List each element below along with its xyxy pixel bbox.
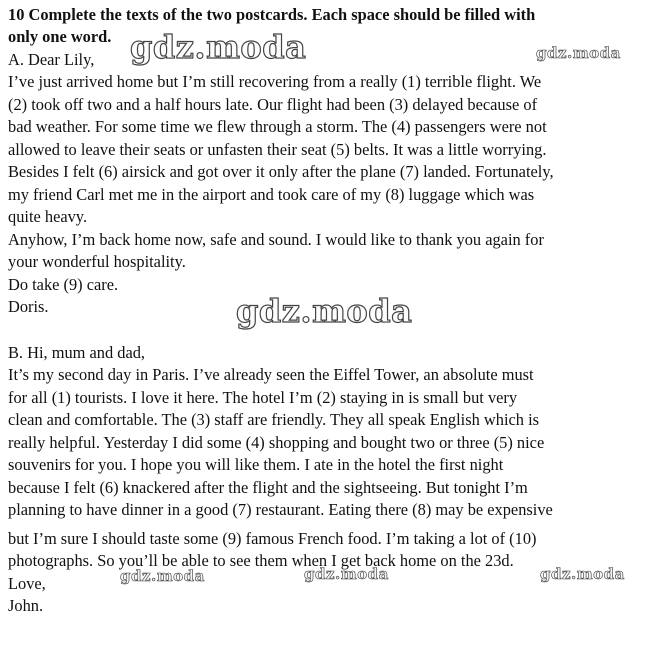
postcard-b-line: really helpful. Yesterday I did some (4) shopping and bought two or three (5) nice (8, 433, 545, 452)
postcard-b-closing: Love, (8, 574, 46, 593)
watermark-small: gdz.moda (536, 44, 621, 62)
postcard-b-line: because I felt (6) knackered after the flight and the sightseeing. But tonight I’m (8, 478, 528, 497)
postcard-b-greeting: B. Hi, mum and dad, (8, 343, 146, 362)
postcard-b-line: clean and comfortable. The (3) staff are friendly. They all speak English which is (8, 410, 539, 429)
postcard-a-signature: Doris. (8, 297, 49, 316)
postcard-a-line: Anyhow, I’m back home now, safe and sound. I would like to thank you again for (8, 230, 544, 249)
exercise-heading-line-1: 10 Complete the texts of the two postcards. Each space should be filled with (8, 5, 536, 24)
postcard-b-line: but I’m sure I should taste some (9) famous French food. I’m taking a lot of (10) (8, 529, 537, 548)
postcard-a-line: Besides I felt (6) airsick and got over it only after the plane (7) landed. Fortunately, (8, 162, 554, 181)
watermark-small: gdz.moda (304, 565, 389, 583)
postcard-b-line: souvenirs for you. I hope you will like them. I ate in the hotel the first night (8, 455, 504, 474)
postcard-b-line: planning to have dinner in a good (7) restaurant. Eating there (8) may be expensive (8, 500, 553, 519)
postcard-b-line: photographs. So you’ll be able to see them when I get back home on the 23d. (8, 551, 514, 570)
postcard-a-line: my friend Carl met me in the airport and took care of my (8) luggage which was (8, 185, 535, 204)
postcard-a-line: (2) took off two and a half hours late. Our flight had been (3) delayed because of (8, 95, 538, 114)
postcard-a-line: Do take (9) care. (8, 275, 119, 294)
postcard-a-line: I’ve just arrived home but I’m still recovering from a really (1) terrible flight. We (8, 72, 542, 91)
postcard-a-line: quite heavy. (8, 207, 88, 226)
postcard-a-line: bad weather. For some time we flew through a storm. The (4) passengers were not (8, 117, 547, 136)
postcard-b-signature: John. (8, 596, 44, 615)
watermark-small: gdz.moda (540, 565, 625, 583)
watermark-large: gdz.moda (236, 292, 413, 330)
watermark-small: gdz.moda (120, 567, 205, 585)
watermark-large: gdz.moda (130, 28, 307, 66)
exercise-heading-line-2: only one word. (8, 27, 112, 46)
postcard-a-greeting: A. Dear Lily, (8, 50, 95, 69)
postcard-a-line: allowed to leave their seats or unfasten their seat (5) belts. It was a little worrying. (8, 140, 547, 159)
postcard-b-line: It’s my second day in Paris. I’ve already seen the Eiffel Tower, an absolute must (8, 365, 534, 384)
postcard-a-line: your wonderful hospitality. (8, 252, 186, 271)
postcard-b-line: for all (1) tourists. I love it here. The hotel I’m (2) staying in is small but very (8, 388, 518, 407)
